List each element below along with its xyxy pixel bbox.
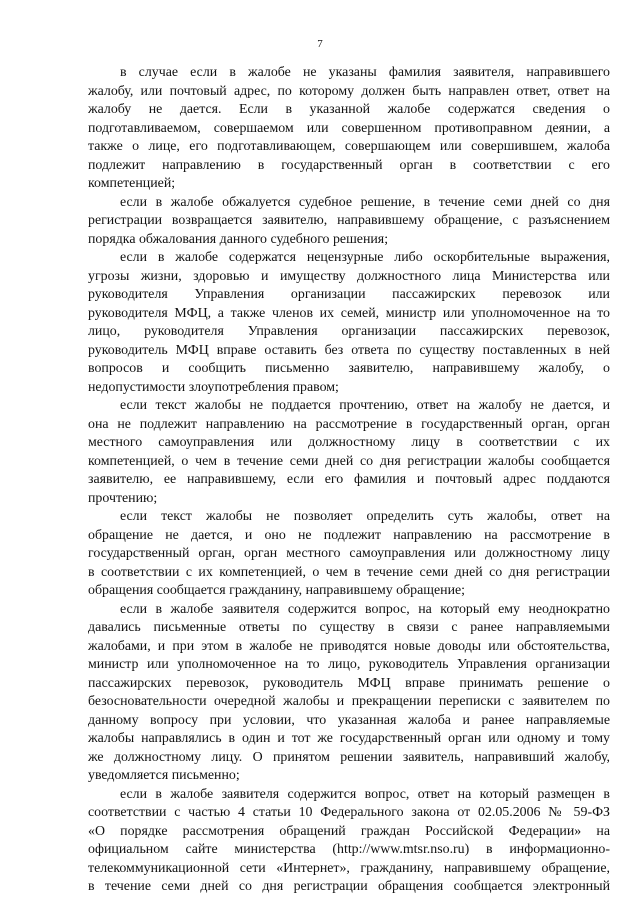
text-line: подготавливаемом, совершаемом или совершенном противоправном деянии, а bbox=[88, 120, 610, 136]
text-line: пассажирских перевозок, руководитель МФЦ вправе принимать решение о bbox=[88, 675, 610, 691]
text-line: если в жалобе содержатся нецензурные либо оскорбительные выражения, bbox=[120, 250, 610, 265]
text-line: руководителя Управления организации пассажирских перевозок или bbox=[88, 287, 610, 302]
paragraph bbox=[88, 249, 610, 397]
text-line: если в жалобе заявителя содержится вопрос, ответ на который размещен в bbox=[120, 786, 610, 802]
text-line: в случае если в жалобе не указаны фамилия заявителя, направившего bbox=[120, 65, 610, 80]
text-line: если текст жалобы не поддается прочтению, ответ на жалобу не дается, и bbox=[120, 398, 610, 413]
text-line: компетенцией; bbox=[88, 176, 176, 191]
text-line: она не подлежит направлению на рассмотрение в государственный орган, орган bbox=[88, 416, 610, 432]
text-line: в течение семи дней со дня регистрации обращения сообщается электронный bbox=[88, 879, 610, 894]
text-line: заявителю, ее направившему, если его фамилия и почтовый адрес поддаются bbox=[88, 472, 610, 487]
text-line: угрозы жизни, здоровью и имуществу должностного лица Министерства или bbox=[88, 268, 610, 284]
paragraph bbox=[88, 601, 610, 786]
text-line: руководителя МФЦ, а также членов их семей, министр или уполномоченное на то bbox=[88, 305, 610, 321]
text-line: безосновательности очередной жалобы и прекращении переписки с заявителем по bbox=[88, 694, 610, 709]
text-line: если в жалобе обжалуется судебное решение, в течение семи дней со дня bbox=[120, 194, 610, 210]
text-line: обращения сообщается гражданину, направившему обращение; bbox=[88, 583, 466, 598]
text-line: регистрации возвращается заявителю, направившему обращение, с разъяснением bbox=[88, 213, 610, 228]
paragraph bbox=[88, 508, 610, 601]
text-line: министр или уполномоченное на то лицо, руководитель Управления организации bbox=[88, 657, 610, 672]
text-line: недопустимости злоупотребления правом; bbox=[88, 379, 339, 395]
text-line: прочтению; bbox=[88, 490, 158, 506]
text-line: «О порядке рассмотрения обращений граждан Российской Федерации» на bbox=[88, 823, 610, 839]
text-line: лицо, руководителя Управления организации пассажирских перевозок, bbox=[88, 324, 610, 339]
text-line: также о лице, его подготавливающем, совершающем или совершившем, жалоба bbox=[88, 139, 610, 154]
paragraph bbox=[88, 786, 610, 897]
text-line: если в жалобе заявителя содержится вопрос, на который ему неоднократно bbox=[120, 601, 610, 617]
text-line: жалобу, или почтовый адрес, по которому должен быть направлен ответ, ответ на bbox=[88, 83, 610, 99]
paragraph bbox=[88, 397, 610, 508]
text-line: официальном сайте министерства (http://www.mtsr.nso.ru) в информационно- bbox=[88, 842, 610, 857]
text-line: уведомляется письменно; bbox=[88, 768, 240, 783]
text-line: местного самоуправления или должностному лицу в соответствии с их bbox=[88, 435, 610, 450]
text-line: в соответствии с их компетенцией, о чем в течение семи дней со дня регистрации bbox=[88, 564, 610, 580]
text-line: порядка обжалования данного судебного решения; bbox=[88, 231, 389, 247]
text-line: данному вопросу при условии, что указанная жалоба и ранее направляемые bbox=[88, 712, 610, 728]
text-line: руководитель МФЦ вправе оставить без ответа по существу поставленных в ней bbox=[88, 342, 610, 358]
text-line: давались письменные ответы по существу в связи с ранее направляемыми bbox=[88, 620, 610, 635]
text-line: если текст жалобы не позволяет определить суть жалобы, ответ на bbox=[120, 509, 610, 524]
paragraph bbox=[88, 64, 610, 194]
text-line: вопросов и сообщить письменно заявителю, направившему жалобу, о bbox=[88, 361, 610, 376]
body-text bbox=[88, 64, 610, 897]
text-line: же должностному лицу. О принятом решении заявитель, направивший жалобу, bbox=[88, 749, 610, 765]
text-line: соответствии с частью 4 статьи 10 Федерального закона от 02.05.2006 № 59-ФЗ bbox=[88, 805, 610, 820]
text-line: телекоммуникационной сети «Интернет», гражданину, направившему обращение, bbox=[88, 860, 610, 876]
page-number: 7 bbox=[317, 38, 323, 50]
text-line: государственный орган, орган местного самоуправления или должностному лицу bbox=[88, 546, 610, 561]
text-line: жалобы направлялись в один и тот же государственный орган или одному и тому bbox=[88, 731, 610, 746]
text-line: подлежит направлению в государственный орган в соответствии с его bbox=[88, 157, 610, 173]
text-line: обращение не дается, и оно не подлежит направлению на рассмотрение в bbox=[88, 527, 610, 543]
paragraph bbox=[88, 194, 610, 250]
text-line: компетенцией, о чем в течение семи дней со дня регистрации жалобы сообщается bbox=[88, 453, 610, 469]
text-line: жалобу не дается. Если в указанной жалобе содержатся сведения о bbox=[88, 102, 610, 117]
text-line: жалобами, и при этом в жалобе не приводятся новые доводы или обстоятельства, bbox=[88, 638, 610, 654]
